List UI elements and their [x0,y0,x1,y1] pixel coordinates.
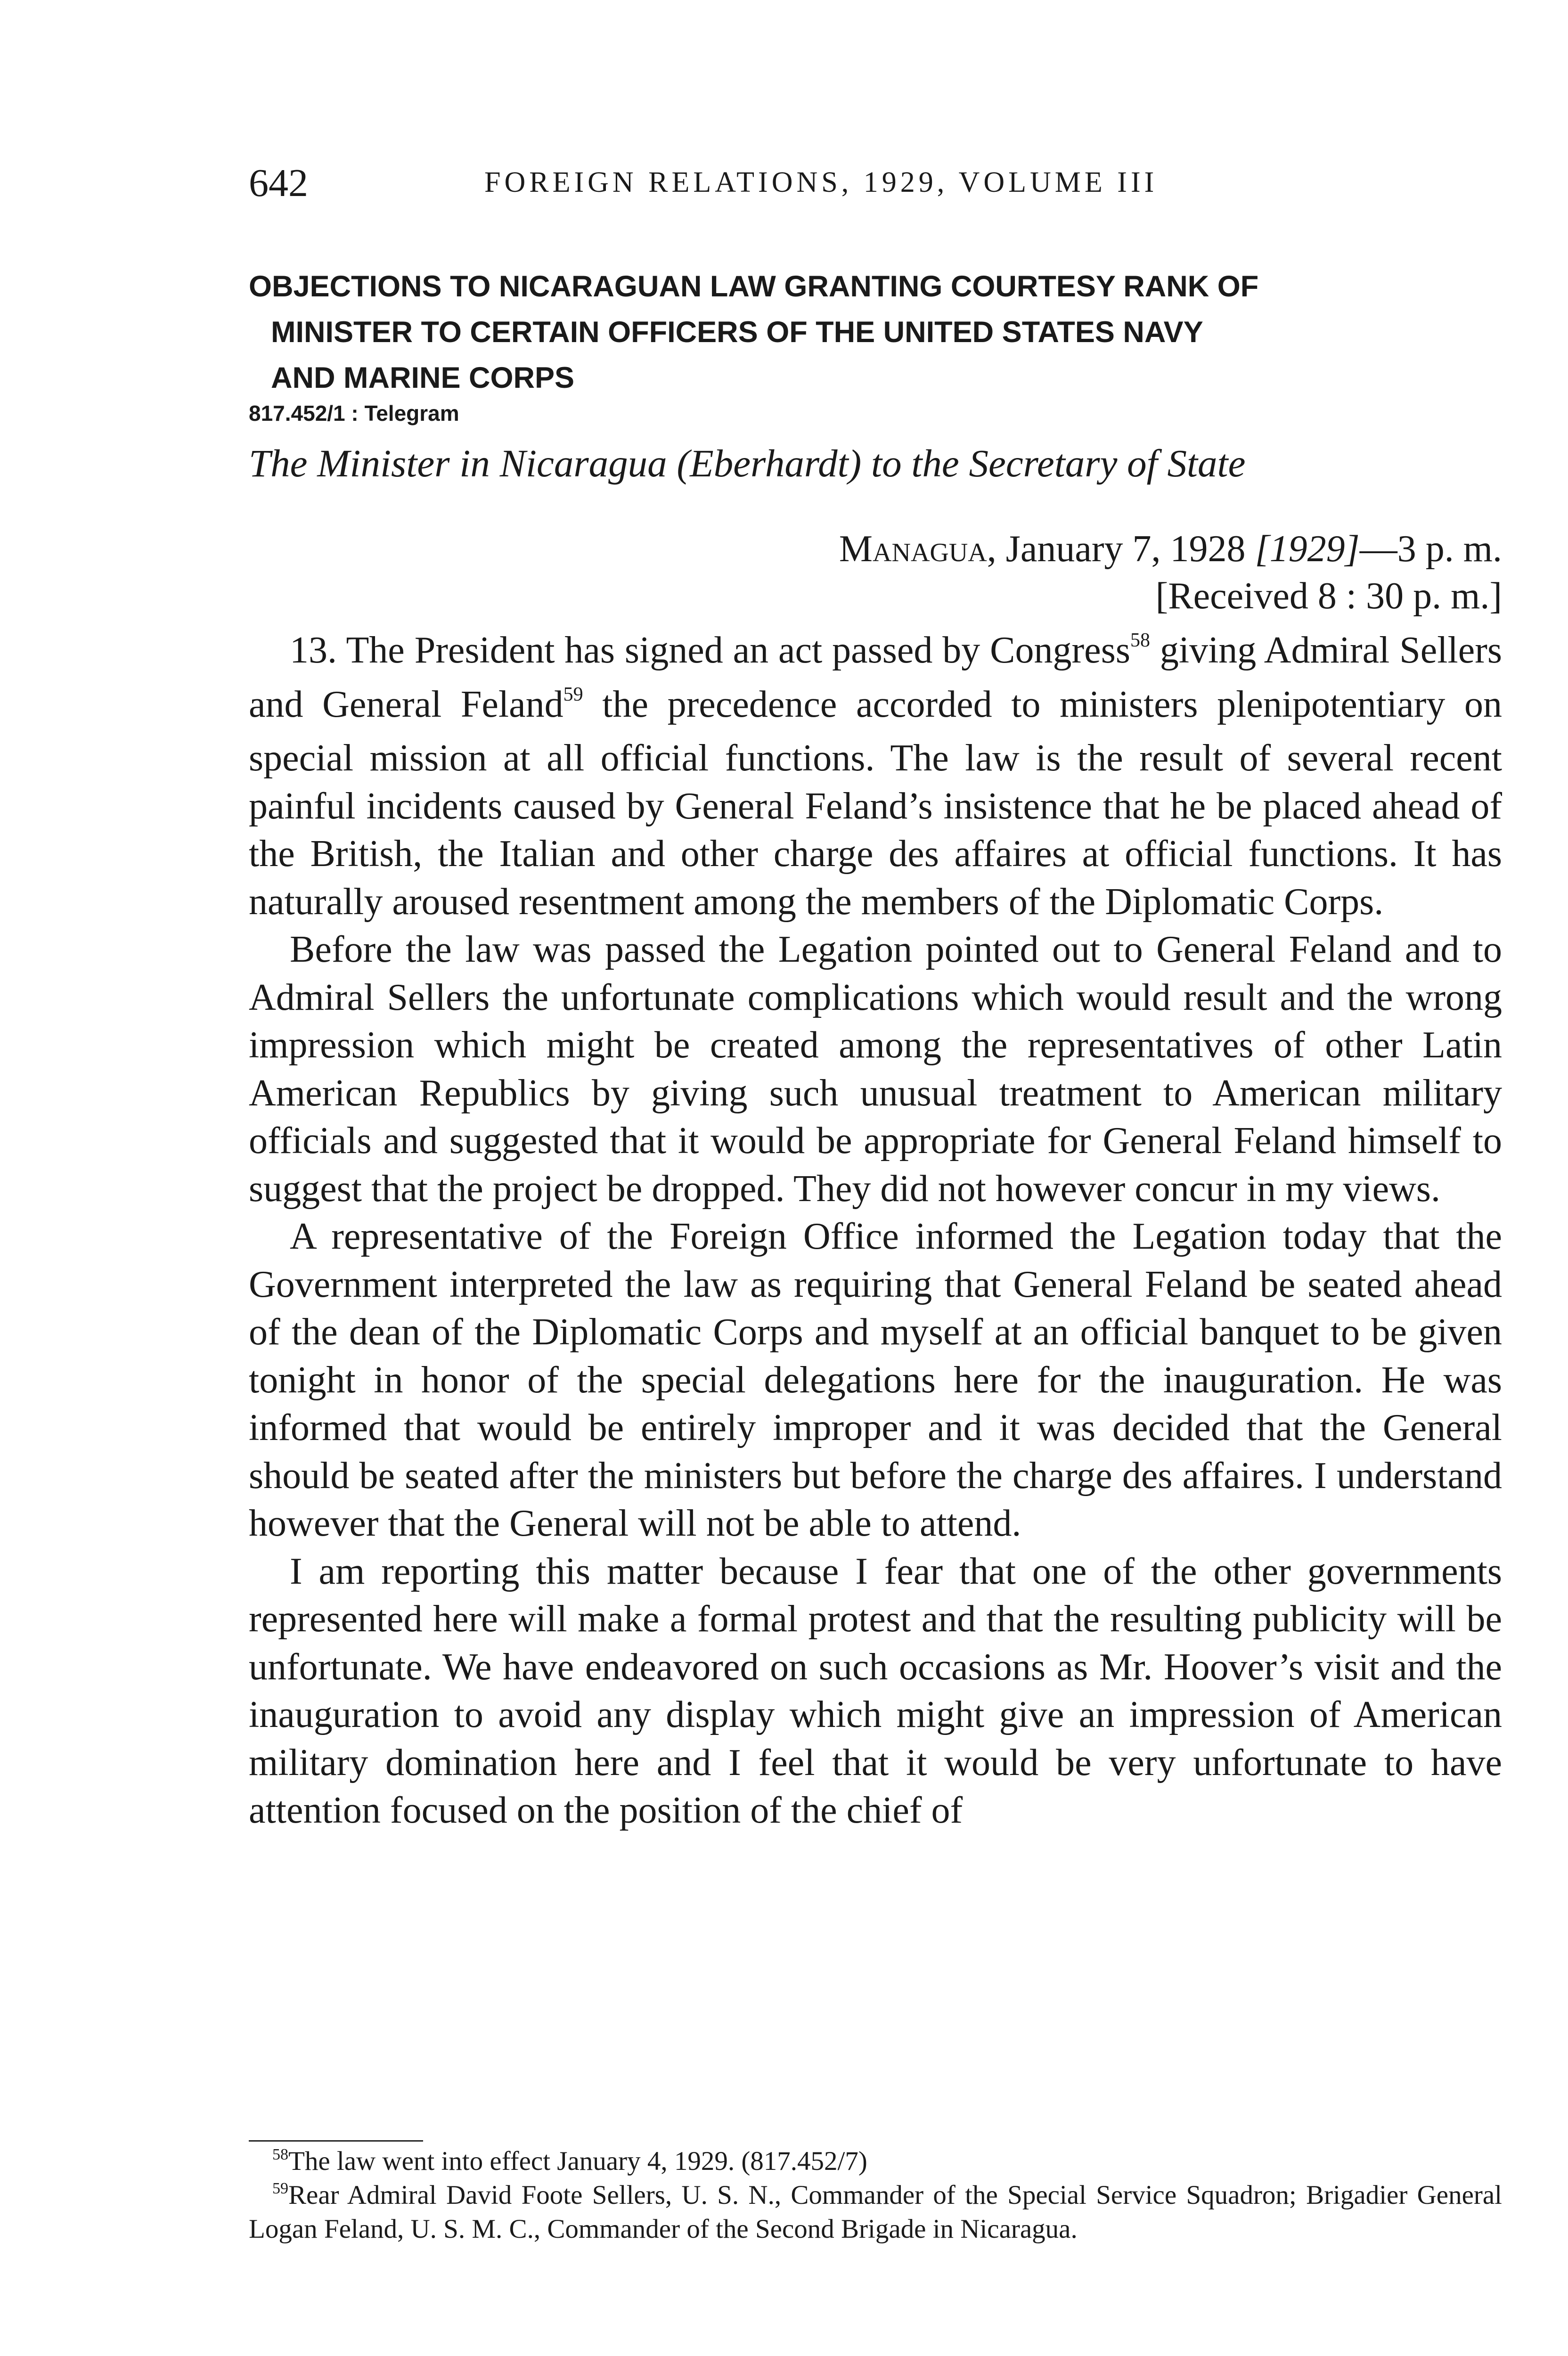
paragraph-text: the precedence accorded to ministers plenipotentiary on special mission at all official functions. The law is the result of several recent painful incidents caused by General Feland’s insistence that he be placed ahead of the British, the Italian and other charge des affaires at official functions. It has naturally aroused resentment among the members of the Diplomatic Corps. [249,683,1503,923]
footnote-marker: 58 [1130,630,1150,651]
body-paragraph: A representative of the Foreign Office informed the Legation today that the Government interpreted the law as requiring that General Feland be seated ahead of the dean of the Diplomatic Corps and myself at an official banquet to be given tonight in honor of the special delegations here for the inauguration. He was informed that would be entirely improper and it was decided that the General should be seated after the ministers but before the charge des affaires. I understand however that the General will not be able to attend. [249,1216,1502,1544]
running-header [249,160,1502,212]
body-paragraph [249,627,1502,926]
file-reference: 817.452/1 : Telegram [249,401,459,425]
running-title: FOREIGN RELATIONS, 1929, VOLUME III [484,166,1158,198]
received-note: [Received 8 : 30 p. m.] [1155,575,1502,617]
telegram-body [249,627,1502,1835]
footnote-divider [249,2140,423,2142]
dateline-time: —3 p. m. [1359,528,1502,570]
footnote [249,2180,1502,2244]
dateline [839,528,1502,571]
section-heading [249,264,1502,401]
footnote-number: 58 [272,2146,288,2163]
body-paragraph: I am reporting this matter because I fear that one of the other governments represented here will make a formal protest and that the resulting publicity will be unfortunate. We have endeavored on such occasions as Mr. Hoover’s visit and the inauguration to avoid any display which might give an impression of American military domination here and I feel that it would be very unfortunate to have attention focused on the position of the chief of [249,1550,1502,1831]
heading-line: AND MARINE CORPS [271,361,575,394]
dateline-date: , January 7, 1928 [987,528,1255,570]
dateline-place: Managua [839,528,987,570]
footnote-text: The law went into effect January 4, 1929. (817.452/7) [288,2146,867,2176]
dateline-correction: [1929] [1255,528,1360,570]
footnotes [249,2146,1502,2244]
paragraph-text: giving Admiral Sellers and General Feland [249,630,1503,725]
footnote-number: 59 [272,2180,288,2197]
footnote-marker: 59 [563,683,583,705]
body-paragraph: Before the law was passed the Legation pointed out to General Feland and to Admiral Sellers the unfortunate complications which would result and the wrong impression which might be created among the representatives of other Latin American Republics by giving such unusual treatment to American military officials and suggested that it would be appropriate for General Feland himself to suggest that the project be dropped. They did not however concur in my views. [249,929,1502,1210]
heading-line: OBJECTIONS TO NICARAGUAN LAW GRANTING COURTESY RANK OF [249,270,1259,303]
footnote [249,2146,1502,2180]
heading-line: MINISTER TO CERTAIN OFFICERS OF THE UNITED STATES NAVY [271,316,1203,349]
footnote-text: Rear Admiral David Foote Sellers, U. S. N., Commander of the Special Service Squadron; Brigadier General Logan Feland, U. S. M. C., Commander of the Second Brigade in Nicaragua. [249,2180,1502,2244]
page-number: 642 [249,161,308,205]
paragraph-text: 13. The President has signed an act passed by Congress [290,630,1130,671]
document-title: The Minister in Nicaragua (Eberhardt) to the Secretary of State [249,442,1246,485]
